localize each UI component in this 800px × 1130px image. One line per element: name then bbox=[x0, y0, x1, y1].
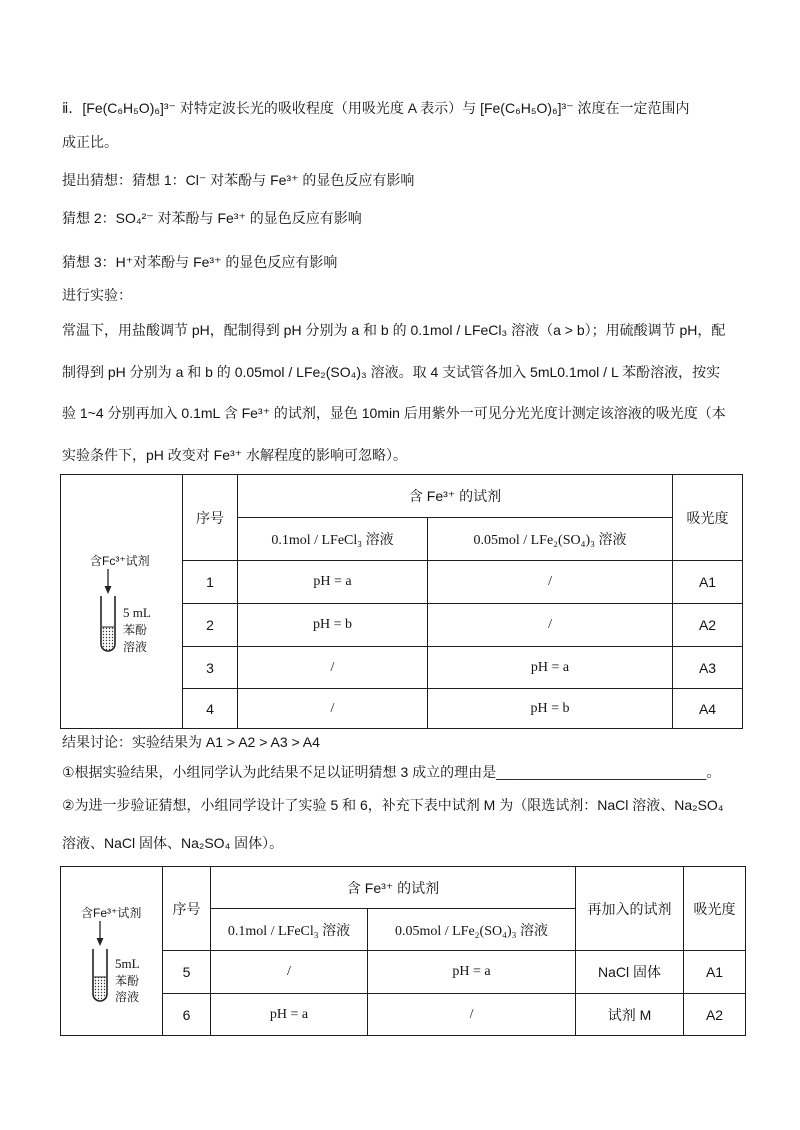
intro-line-2: 成正比。 bbox=[62, 134, 118, 150]
fe2so43-cell: pH = a bbox=[428, 647, 673, 689]
absorbance-cell: A1 bbox=[684, 951, 746, 994]
row-index: 4 bbox=[183, 689, 238, 729]
header-fecl3-solution: 0.1mol / LFeCl₃ 溶液 bbox=[238, 518, 428, 561]
result-discussion: 结果讨论：实验结果为 A1 > A2 > A3 > A4 bbox=[62, 734, 320, 750]
fe2so43-cell: / bbox=[428, 604, 673, 647]
row-index: 6 bbox=[163, 994, 211, 1036]
fe2so43-cell: / bbox=[428, 561, 673, 604]
table-row bbox=[61, 951, 746, 994]
setup-illustration-cell bbox=[61, 867, 163, 1036]
header-index: 序号 bbox=[183, 475, 238, 561]
row-index: 5 bbox=[163, 951, 211, 994]
table-header-row bbox=[61, 867, 746, 909]
phenol-solution-fill bbox=[102, 627, 114, 651]
fe2so43-cell: pH = a bbox=[368, 951, 576, 994]
question-2-line-1: ②为进一步验证猜想，小组同学设计了实验 5 和 6，补充下表中试剂 M 为（限选试剂：NaCl 溶液、Na₂SO₄ bbox=[62, 797, 724, 813]
row-index: 3 bbox=[183, 647, 238, 689]
solution-label-top: 苯酚 bbox=[123, 623, 148, 637]
header-fe2so43-solution: 0.05mol / LFe₂(SO₄)₃ 溶液 bbox=[368, 909, 576, 951]
header-added-reagent: 再加入的试剂 bbox=[576, 867, 684, 951]
added-reagent-cell: NaCl 固体 bbox=[576, 951, 684, 994]
added-reagent-cell: 试剂 M bbox=[576, 994, 684, 1036]
down-arrow-icon bbox=[105, 569, 112, 594]
procedure-line-3: 验 1~4 分别再加入 0.1mL 含 Fe³⁺ 的试剂，显色 10min 后用紫外一可见分光光度计测定该溶液的吸光度（本 bbox=[62, 405, 726, 421]
absorbance-cell: A3 bbox=[673, 647, 743, 689]
header-absorbance: 吸光度 bbox=[684, 867, 746, 951]
absorbance-cell: A4 bbox=[673, 689, 743, 729]
row-index: 1 bbox=[183, 561, 238, 604]
fe2so43-cell: / bbox=[368, 994, 576, 1036]
down-arrow-icon bbox=[97, 921, 104, 946]
phenol-solution-fill bbox=[94, 977, 106, 1000]
procedure-line-2: 制得到 pH 分别为 a 和 b 的 0.05mol / LFe₂(SO₄)₃ 溶液。取 4 支试管各加入 5mL0.1mol / L 苯酚溶液，按实 bbox=[62, 364, 721, 380]
header-index: 序号 bbox=[163, 867, 211, 951]
absorbance-cell: A1 bbox=[673, 561, 743, 604]
hypothesis-2: 猜想 2：SO₄²⁻ 对苯酚与 Fe³⁺ 的显色反应有影响 bbox=[62, 210, 362, 226]
experiment-table-2 bbox=[60, 866, 746, 1036]
table-row bbox=[61, 994, 746, 1036]
fecl3-cell: / bbox=[238, 647, 428, 689]
table-header-row bbox=[61, 475, 743, 518]
setup-illustration bbox=[61, 867, 162, 1033]
intro-line-1: ⅱ．[Fe(C₆H₅O)₆]³⁻ 对特定波长光的吸收程度（用吸光度 A 表示）与 [Fe(C₆H₅O)₆]³⁻ 浓度在一定范围内 bbox=[62, 100, 690, 116]
header-absorbance: 吸光度 bbox=[673, 475, 743, 561]
volume-label: 5 mL bbox=[123, 605, 151, 620]
solution-label-bottom: 溶液 bbox=[115, 990, 140, 1004]
setup-illustration bbox=[61, 475, 182, 725]
row-index: 2 bbox=[183, 604, 238, 647]
solution-label-bottom: 溶液 bbox=[123, 640, 148, 654]
procedure-heading: 进行实验： bbox=[62, 287, 132, 303]
absorbance-cell: A2 bbox=[673, 604, 743, 647]
hypothesis-1: 提出猜想：猜想 1：Cl⁻ 对苯酚与 Fe³⁺ 的显色反应有影响 bbox=[62, 172, 415, 188]
test-tube-drawing bbox=[85, 919, 115, 1009]
fecl3-cell: / bbox=[211, 951, 368, 994]
procedure-line-1: 常温下，用盐酸调节 pH，配制得到 pH 分别为 a 和 b 的 0.1mol / LFeCl₃ 溶液（a > b）；用硫酸调节 pH，配 bbox=[62, 322, 726, 338]
reagent-label: 含Fe³⁺试剂 bbox=[81, 906, 142, 920]
header-fecl3-solution: 0.1mol / LFeCl₃ 溶液 bbox=[211, 909, 368, 951]
fecl3-cell: pH = a bbox=[211, 994, 368, 1036]
test-tube-drawing bbox=[93, 567, 123, 657]
fecl3-cell: / bbox=[238, 689, 428, 729]
experiment-table-1 bbox=[60, 474, 743, 729]
fecl3-cell: pH = b bbox=[238, 604, 428, 647]
fecl3-cell: pH = a bbox=[238, 561, 428, 604]
header-fe2so43-solution: 0.05mol / LFe₂(SO₄)₃ 溶液 bbox=[428, 518, 673, 561]
fe2so43-cell: pH = b bbox=[428, 689, 673, 729]
setup-illustration-cell bbox=[61, 475, 183, 729]
question-1: ①根据实验结果，小组同学认为此结果不足以证明猜想 3 成立的理由是___________________________。 bbox=[62, 764, 721, 780]
solution-label-top: 苯酚 bbox=[115, 974, 140, 988]
volume-label: 5mL bbox=[115, 956, 140, 971]
reagent-label: 含Fc³⁺试剂 bbox=[90, 554, 150, 568]
header-reagent-group: 含 Fe³⁺ 的试剂 bbox=[211, 867, 576, 909]
hypothesis-3: 猜想 3：H⁺对苯酚与 Fe³⁺ 的显色反应有影响 bbox=[62, 254, 338, 270]
procedure-line-4: 实验条件下，pH 改变对 Fe³⁺ 水解程度的影响可忽略）。 bbox=[62, 447, 407, 463]
absorbance-cell: A2 bbox=[684, 994, 746, 1036]
question-2-line-2: 溶液、NaCl 固体、Na₂SO₄ 固体）。 bbox=[62, 835, 284, 851]
header-reagent-group: 含 Fe³⁺ 的试剂 bbox=[238, 475, 673, 518]
